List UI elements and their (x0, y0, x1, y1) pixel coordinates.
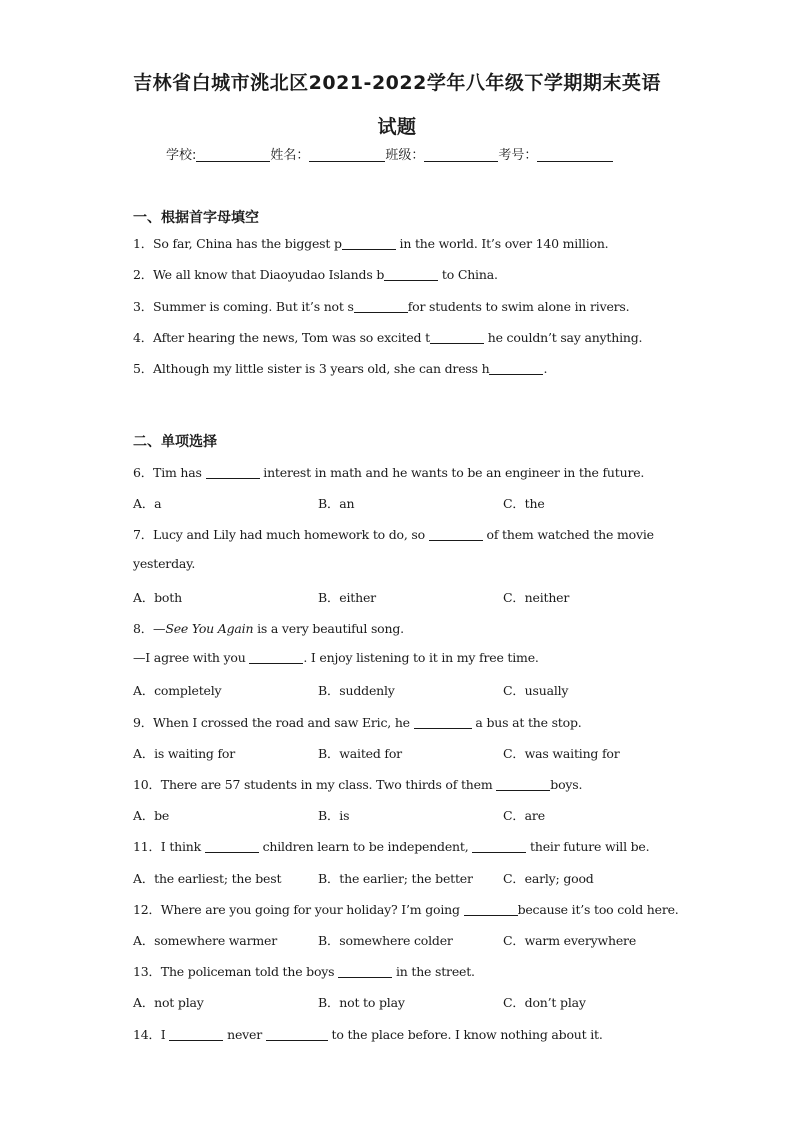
answer-blank[interactable] (338, 965, 392, 978)
answer-blank[interactable] (205, 840, 259, 853)
option-b[interactable]: B．either (318, 590, 376, 605)
option-c[interactable]: C．was waiting for (503, 746, 620, 761)
school-label: 学校: (166, 148, 197, 163)
option-a[interactable]: A．the earliest; the best (133, 871, 282, 886)
question-6: 6．Tim has interest in math and he wants to be an engineer in the future. (133, 465, 645, 480)
question-4: 4．After hearing the news, Tom was so excited t he couldn’t say anything. (133, 330, 643, 345)
question-1: 1．So far, China has the biggest p in the world. It’s over 140 million. (133, 236, 609, 251)
answer-blank[interactable] (169, 1028, 223, 1041)
answer-blank[interactable] (464, 903, 518, 916)
student-info-line (166, 144, 613, 163)
option-b[interactable]: B．the earlier; the better (318, 871, 473, 886)
option-c[interactable]: C．don’t play (503, 995, 586, 1010)
option-b[interactable]: B．waited for (318, 746, 402, 761)
option-b[interactable]: B．suddenly (318, 683, 395, 698)
answer-blank[interactable] (414, 716, 472, 729)
question-3: 3．Summer is coming. But it’s not s for students to swim alone in rivers. (133, 299, 630, 314)
name-field[interactable] (309, 147, 385, 162)
answer-blank[interactable] (206, 466, 260, 479)
option-b[interactable]: B．somewhere colder (318, 933, 453, 948)
option-c[interactable]: C．are (503, 808, 545, 823)
question-13: 13．The policeman told the boys in the street. (133, 964, 475, 979)
option-c[interactable]: C．neither (503, 590, 570, 605)
answer-blank[interactable] (472, 840, 526, 853)
answer-blank[interactable] (354, 300, 408, 313)
song-title: See You Again (165, 621, 254, 636)
question-9: 9．When I crossed the road and saw Eric, he a bus at the stop. (133, 715, 582, 730)
answer-blank[interactable] (342, 237, 396, 250)
question-8-reply: —I agree with you . I enjoy listening to it in my free time. (133, 650, 539, 665)
question-11: 11．I think children learn to be independent, their future will be. (133, 839, 650, 854)
section-heading: 二、单项选择 (133, 434, 217, 450)
option-a[interactable]: A．completely (133, 683, 222, 698)
option-a[interactable]: A．not play (133, 995, 204, 1010)
answer-blank[interactable] (266, 1028, 328, 1041)
answer-blank[interactable] (489, 362, 543, 375)
option-c[interactable]: C．early; good (503, 871, 594, 886)
answer-blank[interactable] (496, 778, 550, 791)
option-a[interactable]: A．somewhere warmer (133, 933, 277, 948)
name-label: 姓名： (270, 148, 310, 163)
option-a[interactable]: A．both (133, 590, 182, 605)
answer-blank[interactable] (430, 331, 484, 344)
option-a[interactable]: A．is waiting for (133, 746, 236, 761)
class-field[interactable] (424, 147, 498, 162)
class-label: 班级： (385, 148, 425, 163)
option-b[interactable]: B．not to play (318, 995, 405, 1010)
question-7: 7．Lucy and Lily had much homework to do, so of them watched the movie (133, 527, 654, 542)
question-2: 2．We all know that Diaoyudao Islands b to China. (133, 267, 498, 282)
answer-blank[interactable] (249, 651, 303, 664)
option-c[interactable]: C．usually (503, 683, 569, 698)
option-a[interactable]: A．be (133, 808, 170, 823)
question-7-continued: yesterday. (133, 556, 196, 571)
exam-no-field[interactable] (537, 147, 613, 162)
school-field[interactable] (196, 147, 270, 162)
question-8: 8．—See You Again is a very beautiful song. (133, 621, 404, 636)
answer-blank[interactable] (429, 528, 483, 541)
question-10: 10．There are 57 students in my class. Two thirds of them boys. (133, 777, 583, 792)
option-b[interactable]: B．an (318, 496, 355, 511)
option-c[interactable]: C．warm everywhere (503, 933, 637, 948)
question-12: 12．Where are you going for your holiday? I’m going because it’s too cold here. (133, 902, 679, 917)
answer-blank[interactable] (384, 268, 438, 281)
section-heading: 一、根据首字母填空 (133, 210, 259, 226)
page-title-line2: 试题 (377, 116, 417, 138)
option-a[interactable]: A．a (133, 496, 162, 511)
page-title: 吉林省白城市洮北区2021-2022学年八年级下学期期末英语 (133, 72, 661, 94)
question-14: 14．I never to the place before. I know nothing about it. (133, 1027, 603, 1042)
question-5: 5．Although my little sister is 3 years old, she can dress h . (133, 361, 548, 376)
option-c[interactable]: C．the (503, 496, 545, 511)
exam-no-label: 考号： (498, 148, 538, 163)
option-b[interactable]: B．is (318, 808, 350, 823)
